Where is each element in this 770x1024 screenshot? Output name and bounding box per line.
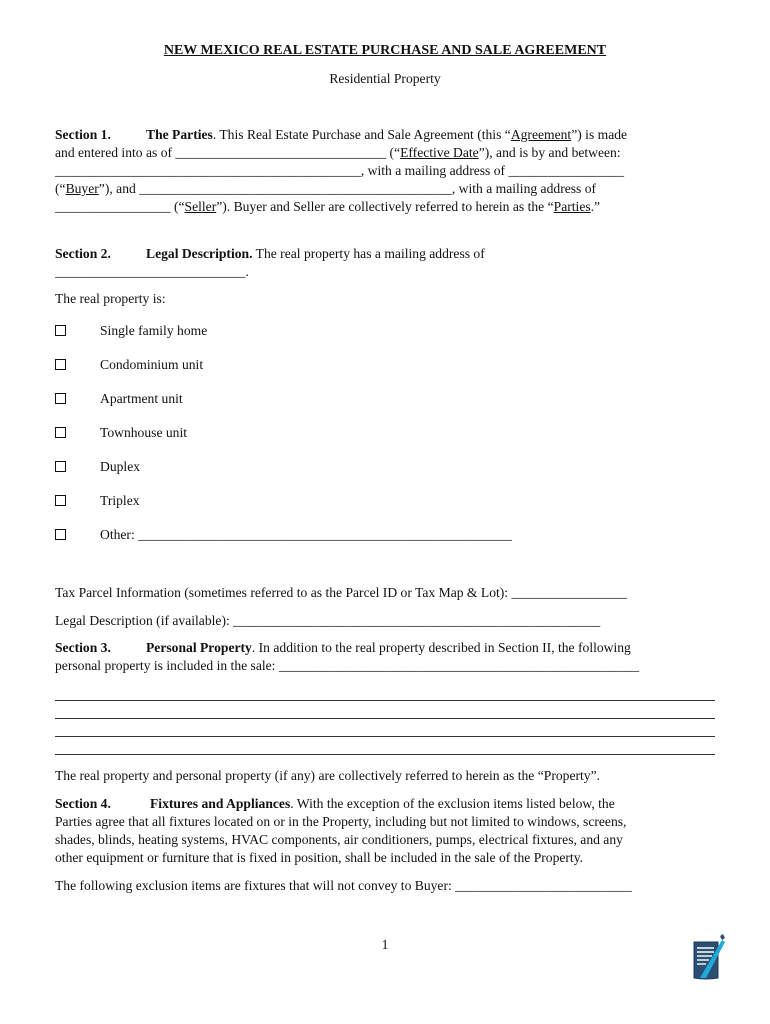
section-1-text: (“ xyxy=(55,181,66,196)
section-1-number: Section 1. xyxy=(55,127,111,142)
section-1-line-1 xyxy=(55,126,627,144)
blank-line[interactable] xyxy=(55,754,715,755)
section-1-text: . This Real Estate Purchase and Sale Agreement (this “ xyxy=(212,127,511,142)
page-number: 1 xyxy=(381,937,389,952)
section-1-heading: The Parties xyxy=(146,127,213,142)
section-4-heading: Fixtures and Appliances xyxy=(150,796,291,811)
section-4-number: Section 4. xyxy=(55,796,111,811)
section-2-line-1 xyxy=(55,245,485,263)
blank-line[interactable] xyxy=(55,718,715,719)
section-1-line-4 xyxy=(55,180,596,198)
document-logo-icon xyxy=(692,934,726,982)
checkbox-icon[interactable] xyxy=(55,393,66,404)
mailing-address-field[interactable]: ____________________________. xyxy=(55,264,249,279)
option-label: Single family home xyxy=(100,323,208,338)
exclusion-items-field[interactable]: The following exclusion items are fixtures that will not convey to Buyer: __________________________ xyxy=(55,878,632,893)
parties-term: Parties xyxy=(553,199,591,214)
section-4-text: . With the exception of the exclusion items listed below, the xyxy=(290,796,615,811)
section-2-number: Section 2. xyxy=(55,246,111,261)
option-label: Condominium unit xyxy=(100,357,204,372)
section-1-line-3[interactable]: _____________________________________________, with a mailing address of _________________ xyxy=(55,163,625,178)
section-4-line-3: shades, blinds, heating systems, HVAC components, air conditioners, pumps, electrical fixtures, and any xyxy=(55,832,623,847)
checkbox-icon[interactable] xyxy=(55,325,66,336)
option-label[interactable]: Other: _______________________________________________________ xyxy=(100,527,512,542)
option-label: Apartment unit xyxy=(100,391,183,406)
section-4-line-2: Parties agree that all fixtures located on or in the Property, including but not limited to windows, screens, xyxy=(55,814,627,829)
effective-date-term: Effective Date xyxy=(400,145,479,160)
option-label: Duplex xyxy=(100,459,141,474)
property-collective-definition: The real property and personal property (if any) are collectively referred to herein as the “Property”. xyxy=(55,768,601,783)
option-label: Triplex xyxy=(100,493,140,508)
section-4-line-4: other equipment or furniture that is fixed in position, shall be included in the sale of the Property. xyxy=(55,850,584,865)
blank-line[interactable] xyxy=(55,736,715,737)
personal-property-field[interactable]: personal property is included in the sale: _____________________________________________________ xyxy=(55,658,640,673)
checkbox-icon[interactable] xyxy=(55,461,66,472)
seller-address-field[interactable]: _________________ (“ xyxy=(55,199,185,214)
checkbox-icon[interactable] xyxy=(55,427,66,438)
section-1-line-2 xyxy=(55,144,621,162)
checkbox-icon[interactable] xyxy=(55,529,66,540)
section-1-text: ”) is made xyxy=(571,127,628,142)
option-label: Townhouse unit xyxy=(100,425,188,440)
agreement-term: Agreement xyxy=(510,127,572,142)
document-title: NEW MEXICO REAL ESTATE PURCHASE AND SALE AGREEMENT xyxy=(163,43,607,58)
document-subtitle: Residential Property xyxy=(329,71,441,86)
buyer-term: Buyer xyxy=(65,181,99,196)
section-1-text: ”). Buyer and Seller are collectively referred to herein as the “ xyxy=(216,199,554,214)
effective-date-field[interactable]: and entered into as of _______________________________ (“ xyxy=(55,145,401,160)
checkbox-icon[interactable] xyxy=(55,495,66,506)
section-3-heading: Personal Property xyxy=(146,640,252,655)
section-3-number: Section 3. xyxy=(55,640,111,655)
tax-parcel-field[interactable]: Tax Parcel Information (sometimes referred to as the Parcel ID or Tax Map & Lot): _________________ xyxy=(55,585,628,600)
section-3-line-1 xyxy=(55,639,631,657)
section-2-text: The real property has a mailing address of xyxy=(252,246,485,261)
section-1-text: ”), and is by and between: xyxy=(478,145,621,160)
section-4-line-1 xyxy=(55,795,615,813)
section-1-line-5 xyxy=(55,198,600,216)
blank-line[interactable] xyxy=(55,700,715,701)
section-1-text: .” xyxy=(590,199,601,214)
property-type-intro: The real property is: xyxy=(55,291,166,306)
seller-name-field[interactable]: ”), and ______________________________________________, with a mailing address of xyxy=(98,181,597,196)
checkbox-icon[interactable] xyxy=(55,359,66,370)
seller-term: Seller xyxy=(184,199,217,214)
legal-description-field[interactable]: Legal Description (if available): ______________________________________________________ xyxy=(55,613,601,628)
section-3-text: . In addition to the real property described in Section II, the following xyxy=(251,640,631,655)
section-2-heading: Legal Description. xyxy=(146,246,253,261)
